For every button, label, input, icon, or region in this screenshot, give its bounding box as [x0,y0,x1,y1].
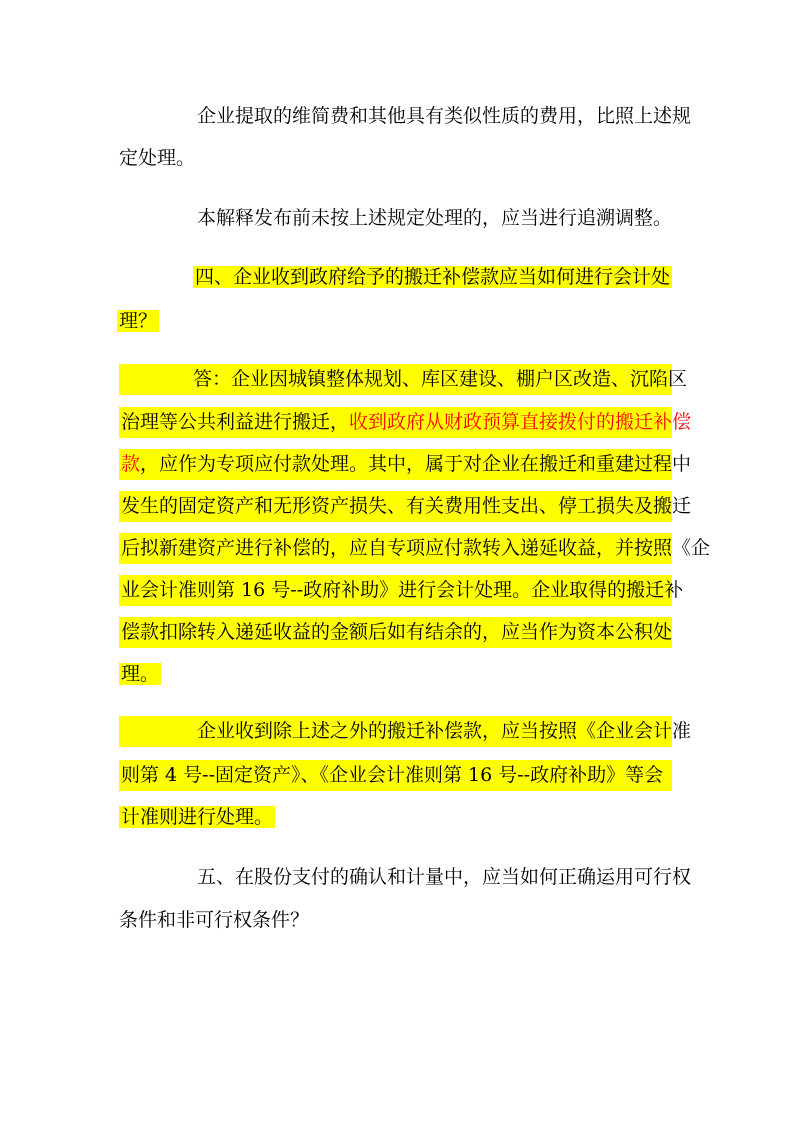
answer-line [119,575,684,606]
answer-line [119,364,688,395]
highlighted-text: 理？ [119,310,158,332]
highlighted-text: 四、企业收到政府给予的搬迁补偿款应当如何进行会计处 [195,266,671,288]
text: 本解释发布前未按上述规定处理的，应当进行追溯调整。 [197,207,673,229]
emphasis-text: 收到政府从财政预算直接拨付的搬迁补偿 [349,411,692,433]
text: 企业收到除上述之外的搬迁补偿款，应当按照《企业会计准 [197,720,692,742]
text: 则第 4 号--固定资产》、《企业会计准则第 16 号--政府补助》等会 [121,764,664,786]
text: ，应作为专项应付款处理。其中，属于对企业在搬迁和重建过程中 [140,453,692,475]
paragraph-line [119,143,195,174]
heading-line [119,905,309,936]
heading-line [117,306,159,337]
text: 企业提取的维简费和其他具有类似性质的费用，比照上述规 [197,105,692,127]
text: 定处理。 [119,147,196,169]
paragraph-line [197,101,691,132]
answer-line [119,617,672,648]
answer-line [119,491,692,522]
paragraph-line [119,716,692,747]
answer-line [119,449,692,480]
highlighted-text: 计准则进行处理。 [121,806,274,828]
answer-line [119,533,711,564]
paragraph-line [197,203,672,234]
heading-line [197,862,691,893]
paragraph-line [119,760,672,791]
highlighted-text: 理。 [121,663,160,685]
text: 偿款扣除转入递延收益的金额后如有结余的，应当作为资本公积处 [121,621,673,643]
answer-line [119,407,692,438]
text: 后拟新建资产进行补偿的，应自专项应付款转入递延收益，并按照《企 [121,537,711,559]
text: 五、在股份支付的确认和计量中，应当如何正确运用可行权 [197,866,692,888]
text: 答：企业因城镇整体规划、库区建设、棚户区改造、沉陷区 [193,368,688,390]
text: 条件和非可行权条件？ [119,909,310,931]
heading-line [193,262,672,293]
paragraph-line [119,802,275,833]
text: 业会计准则第 16 号--政府补助》进行会计处理。企业取得的搬迁补 [121,579,684,601]
text: 发生的固定资产和无形资产损失、有关费用性支出、停工损失及搬迁 [121,495,692,517]
answer-line [119,659,161,690]
emphasis-text: 款 [121,453,141,475]
text: 治理等公共利益进行搬迁， [121,411,350,433]
